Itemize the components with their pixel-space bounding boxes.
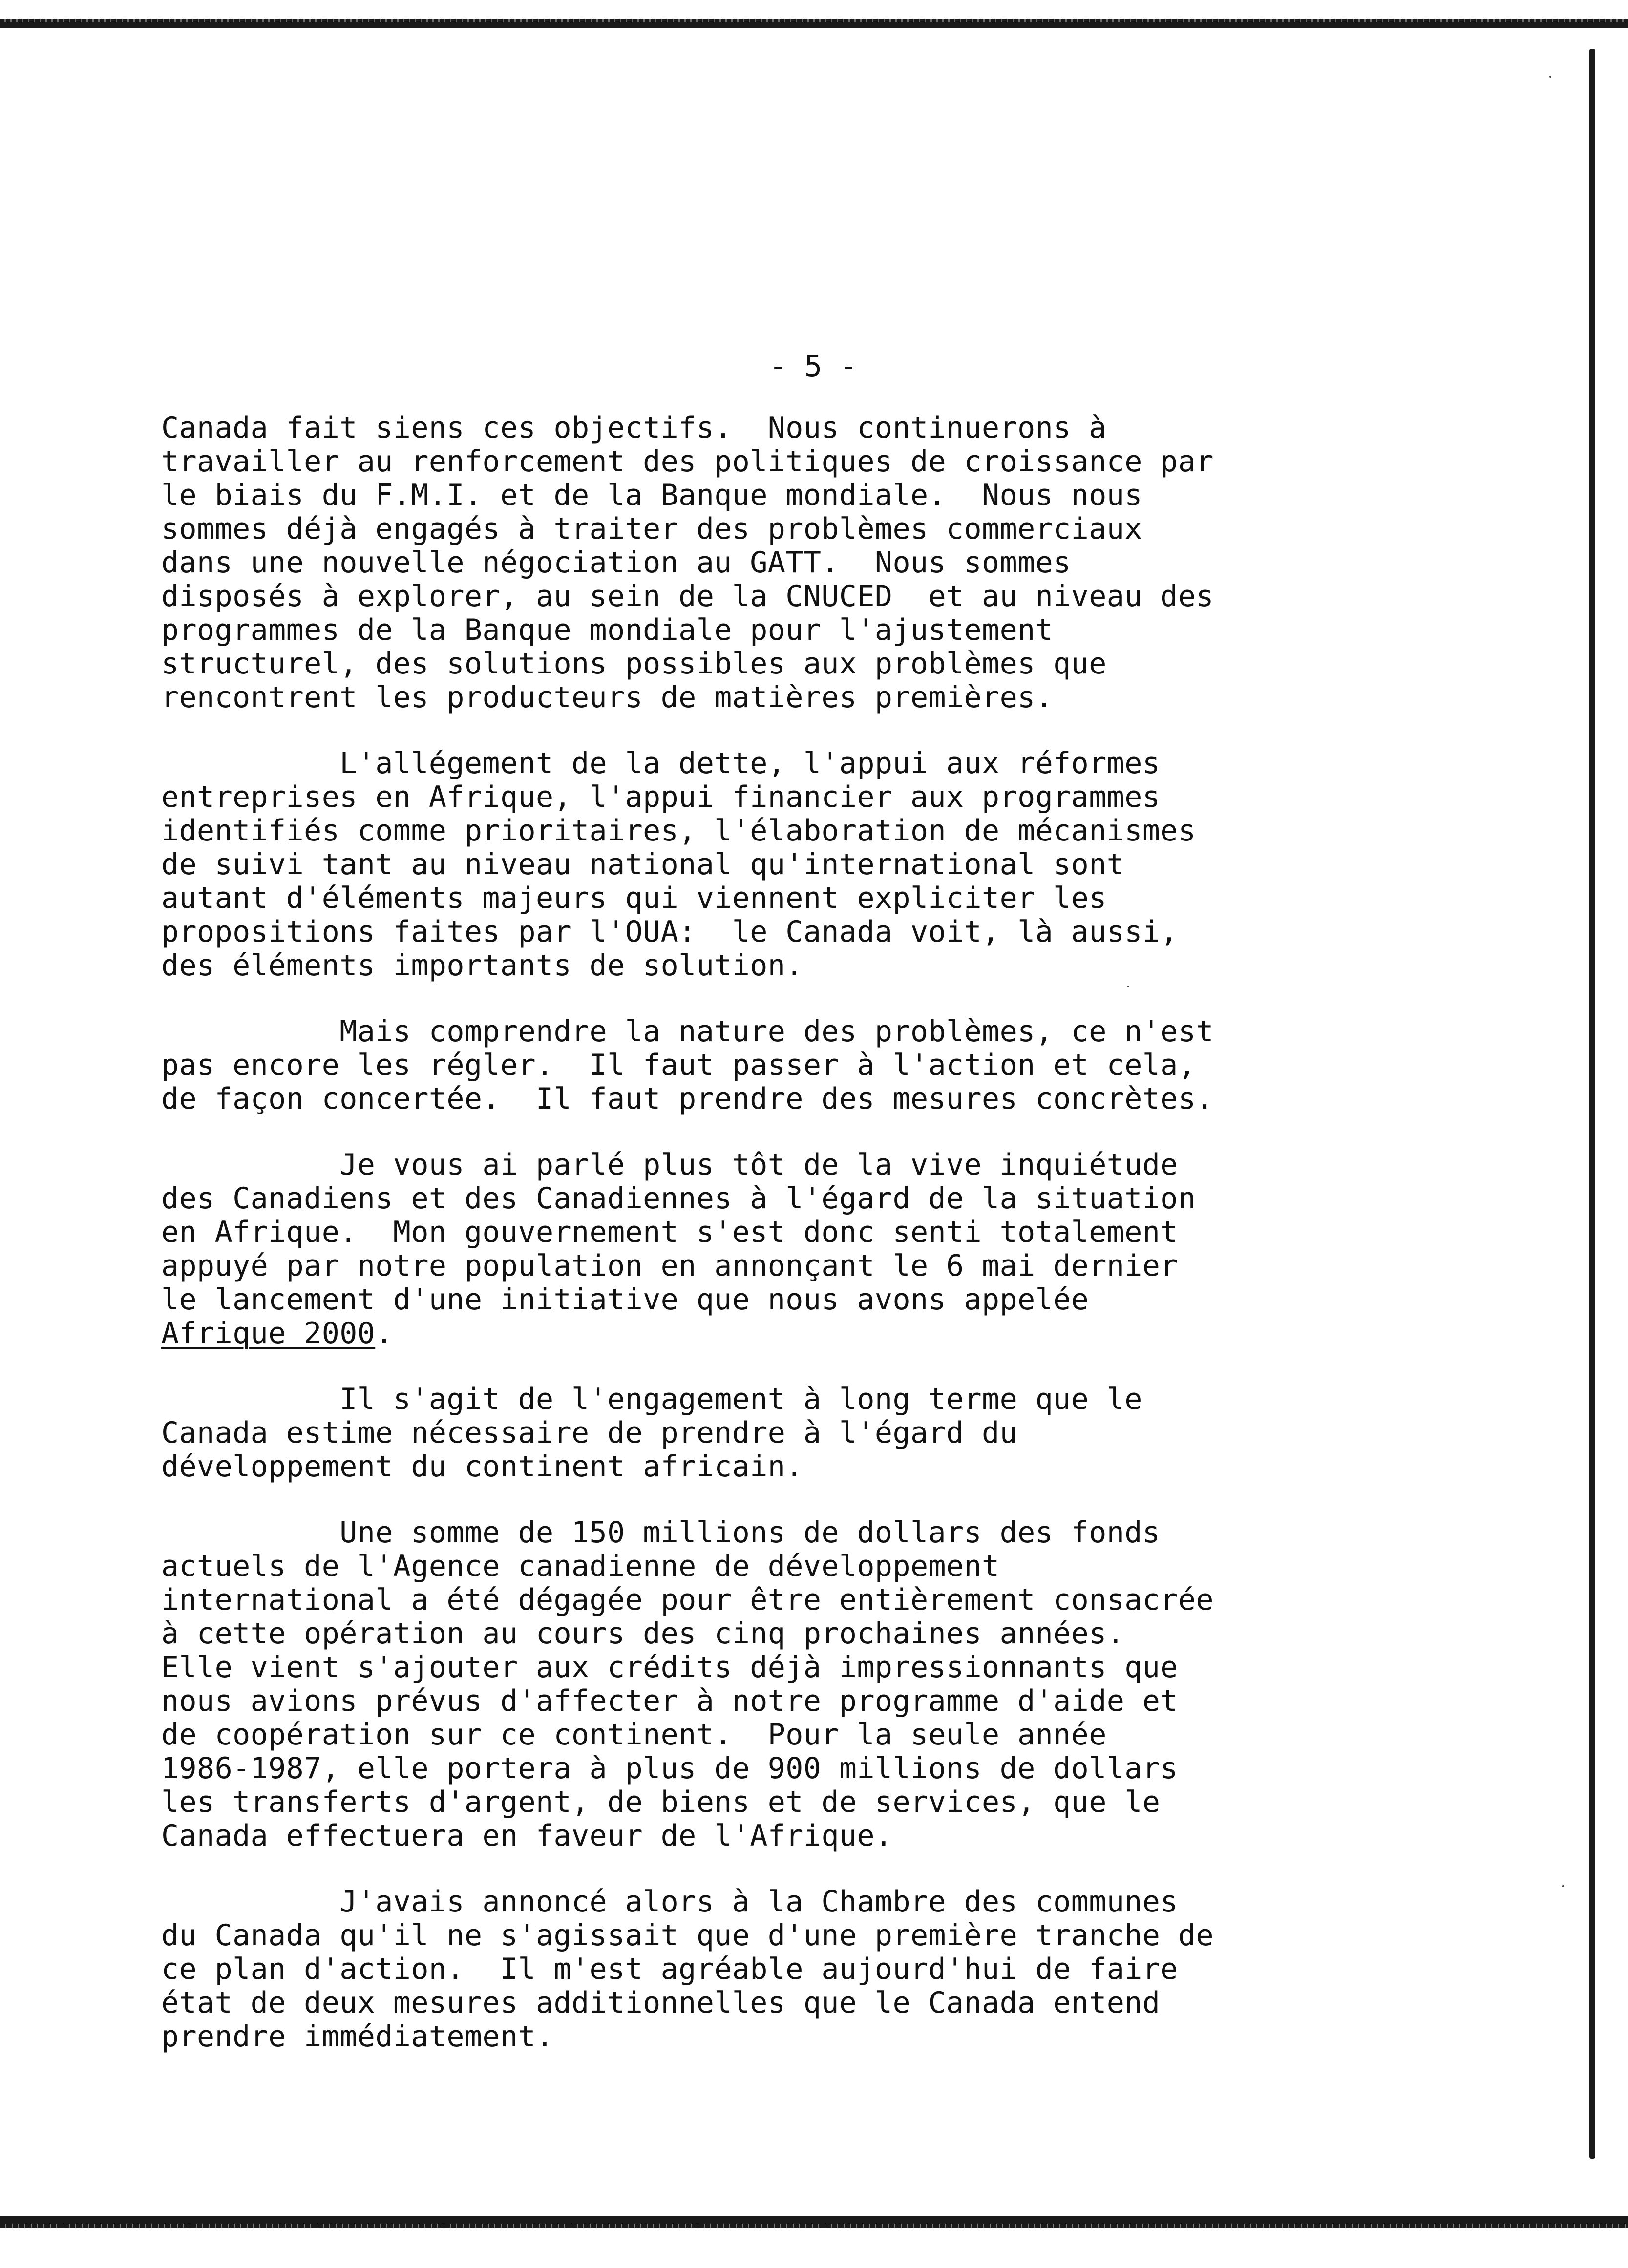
text-line: en Afrique. Mon gouvernement s'est donc senti totalement (161, 1215, 1178, 1249)
text-line: international a été dégagée pour être entièrement consacrée (161, 1583, 1214, 1617)
text-line (161, 1317, 1353, 1350)
text-line: Elle vient s'ajouter aux crédits déjà impressionnants que (161, 1650, 1178, 1684)
text-line: le lancement d'une initiative que nous avons appelée (161, 1282, 1089, 1317)
text-line: de façon concertée. Il faut prendre des mesures concrètes. (161, 1082, 1214, 1116)
text-line: dans une nouvelle négociation au GATT. Nous sommes (161, 546, 1071, 580)
text-line: Je vous ai parlé plus tôt de la vive inquiétude (161, 1148, 1178, 1182)
text-line: prendre immédiatement. (161, 2019, 554, 2054)
text-line: entreprises en Afrique, l'appui financier aux programmes (161, 780, 1161, 814)
text-line: autant d'éléments majeurs qui viennent expliciter les (161, 881, 1107, 915)
text-line: travailler au renforcement des politiques de croissance par (161, 444, 1214, 479)
text-line: les transferts d'argent, de biens et de services, que le (161, 1785, 1161, 1819)
text-line: des Canadiens et des Canadiennes à l'égard de la situation (161, 1181, 1196, 1216)
scan-border-bottom (0, 2216, 1628, 2228)
text-line: le biais du F.M.I. et de la Banque mondiale. Nous nous (161, 478, 1142, 512)
paragraph (161, 747, 1353, 983)
text-line: nous avions prévus d'affecter à notre programme d'aide et (161, 1684, 1178, 1718)
scan-border-top (0, 19, 1628, 28)
text-line: rencontrent les producteurs de matières premières. (161, 680, 1054, 714)
text-line: L'allégement de la dette, l'appui aux réformes (161, 746, 1161, 780)
text-line: Il s'agit de l'engagement à long terme que le (161, 1382, 1142, 1416)
text-line: de suivi tant au niveau national qu'international sont (161, 847, 1125, 882)
text-line: pas encore les régler. Il faut passer à l'action et cela, (161, 1048, 1196, 1082)
text-line: Canada fait siens ces objectifs. Nous continuerons à (161, 411, 1107, 445)
page-number: - 5 - (769, 349, 858, 383)
scan-speck (1549, 76, 1551, 78)
text-line: propositions faites par l'OUA: le Canada voit, là aussi, (161, 915, 1178, 949)
punctuation: . (375, 1316, 393, 1350)
text-line: Canada effectuera en faveur de l'Afrique. (161, 1819, 893, 1853)
text-line: des éléments importants de solution. (161, 948, 803, 983)
text-line: 1986-1987, elle portera à plus de 900 millions de dollars (161, 1751, 1178, 1785)
scan-speck (1562, 1885, 1564, 1887)
text-line: sommes déjà engagés à traiter des problèmes commerciaux (161, 512, 1142, 546)
text-line: programmes de la Banque mondiale pour l'ajustement (161, 613, 1054, 647)
text-line: appuyé par notre population en annonçant le 6 mai dernier (161, 1249, 1178, 1283)
paragraph (161, 1885, 1353, 2054)
text-line: à cette opération au cours des cinq prochaines années. (161, 1617, 1125, 1651)
text-line: J'avais annoncé alors à la Chambre des communes (161, 1885, 1178, 1919)
text-line: structurel, des solutions possibles aux problèmes que (161, 647, 1107, 681)
document-body (161, 411, 1353, 2054)
text-line: identifiés comme prioritaires, l'élaboration de mécanismes (161, 814, 1196, 848)
scan-border-right (1589, 49, 1595, 2159)
paragraph (161, 1148, 1353, 1350)
text-line: Une somme de 150 millions de dollars des fonds (161, 1515, 1161, 1550)
text-line: du Canada qu'il ne s'agissait que d'une première tranche de (161, 1918, 1214, 1953)
text-line: ce plan d'action. Il m'est agréable aujourd'hui de faire (161, 1952, 1178, 1986)
text-line: de coopération sur ce continent. Pour la seule année (161, 1718, 1107, 1752)
text-line: actuels de l'Agence canadienne de développement (161, 1549, 1000, 1583)
text-line: Canada estime nécessaire de prendre à l'égard du (161, 1416, 1018, 1450)
text-line: état de deux mesures additionnelles que le Canada entend (161, 1986, 1161, 2020)
text-line: développement du continent africain. (161, 1449, 803, 1484)
paragraph (161, 1383, 1353, 1484)
paragraph (161, 411, 1353, 714)
text-line: Mais comprendre la nature des problèmes, ce n'est (161, 1014, 1214, 1049)
text-line: disposés à explorer, au sein de la CNUCED et au niveau des (161, 579, 1214, 613)
paragraph (161, 1516, 1353, 1853)
initiative-name: Afrique 2000 (161, 1316, 376, 1350)
paragraph (161, 1015, 1353, 1116)
